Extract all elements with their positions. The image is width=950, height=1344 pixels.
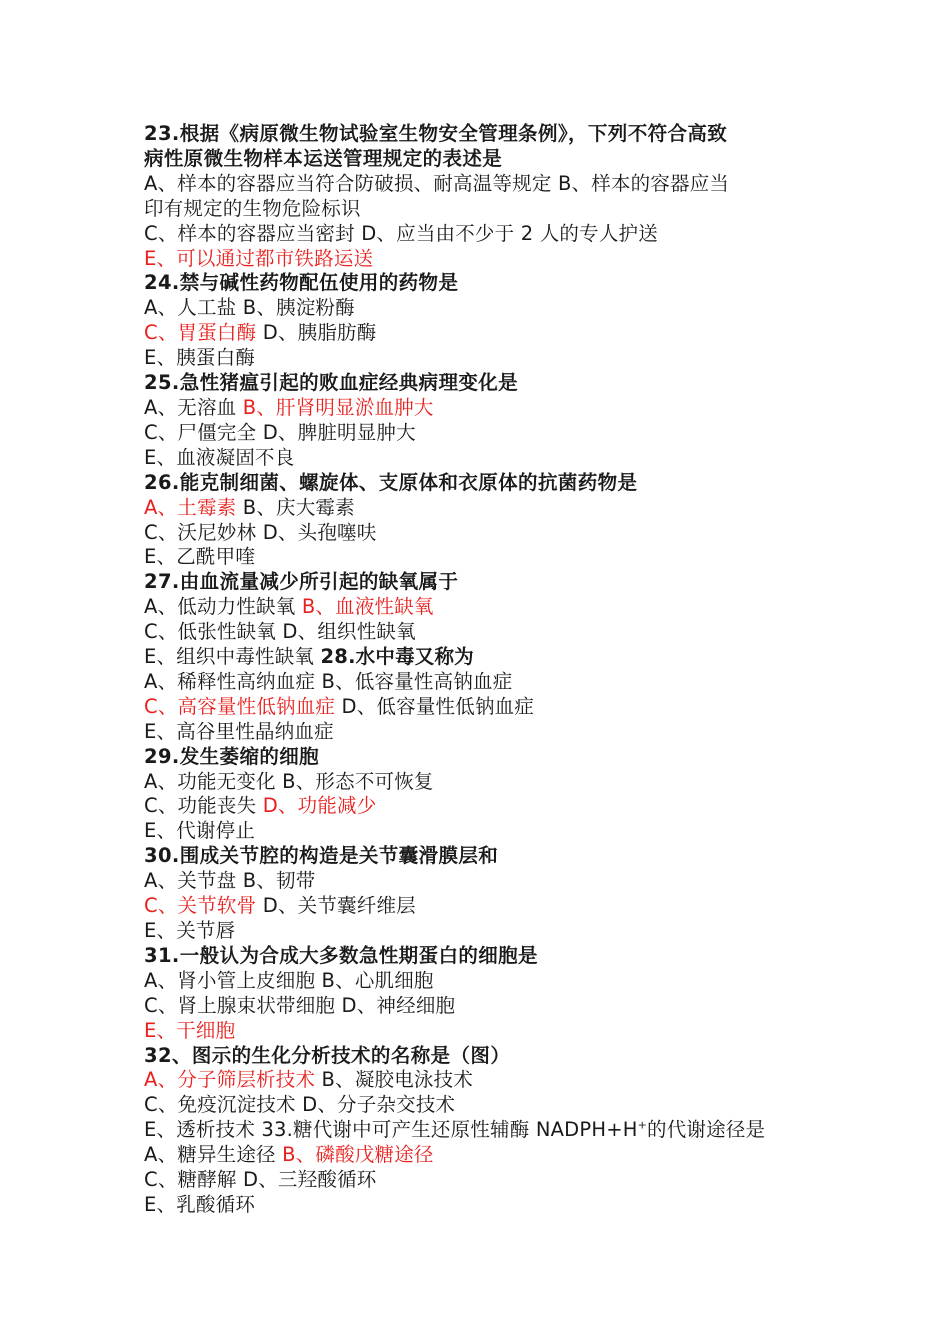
question-26-option-b: B、庆大霉素 — [236, 495, 355, 519]
question-27-option-a: A、低动力性缺氧 — [144, 595, 302, 619]
question-32-stem: 32、图示的生化分析技术的名称是（图） — [144, 1043, 511, 1067]
question-30-stem: 30.围成关节腔的构造是关节囊滑膜层和 — [144, 844, 499, 868]
question-25-options-cd: C、尸僵完全 D、脾脏明显肿大 — [144, 420, 416, 444]
question-27-stem: 27.由血流量减少所引起的缺氧属于 — [144, 570, 459, 594]
question-32-option-b: B、凝胶电泳技术 — [315, 1068, 474, 1092]
question-24-option-d: D、胰脂肪酶 — [256, 321, 377, 345]
question-29-option-e: E、代谢停止 — [144, 819, 256, 843]
question-29-options-ab: A、功能无变化 B、形态不可恢复 — [144, 769, 434, 793]
question-31-answer-e: E、干细胞 — [144, 1018, 236, 1042]
question-30-options-cd — [144, 894, 814, 919]
question-32-answer-a: A、分子筛层析技术 — [144, 1068, 316, 1092]
question-23-stem-line1: 23.根据《病原微生物试验室生物安全管理条例》，下列不符合高致 — [144, 122, 728, 145]
question-23-options-ab: A、样本的容器应当符合防破损、耐高温等规定 B、样本的容器应当 — [144, 171, 730, 195]
question-29-option-c: C、功能丧失 — [144, 794, 263, 818]
question-25-stem: 25.急性猪瘟引起的败血症经典病理变化是 — [144, 371, 519, 395]
question-26-answer-a: A、土霉素 — [144, 495, 237, 519]
question-26-stem: 26.能克制细菌、螺旋体、支原体和衣原体的抗菌药物是 — [144, 470, 638, 494]
document-page — [144, 122, 814, 1218]
question-29-answer-d: D、功能减少 — [262, 794, 377, 818]
question-24-options-ab: A、人工盐 B、胰淀粉酶 — [144, 296, 355, 320]
question-24-option-e: E、胰蛋白酶 — [144, 346, 256, 370]
question-27-answer-b: B、血液性缺氧 — [301, 595, 434, 619]
question-33-stem-main: 33.糖代谢中可产生还原性辅酶 NADPH+H — [261, 1118, 638, 1142]
question-33-stem-superscript: + — [637, 1118, 648, 1132]
question-26-options-cd: C、沃尼妙林 D、头孢噻呋 — [144, 520, 377, 544]
question-26-option-e: E、乙酰甲喹 — [144, 545, 256, 569]
question-28-options-ab: A、稀释性高纳血症 B、低容量性高钠血症 — [144, 669, 513, 693]
question-33-options-ab — [144, 1143, 814, 1168]
question-28-answer-c: C、高容量性低钠血症 — [144, 694, 336, 718]
question-32-options-cd: C、免疫沉淀技术 D、分子杂交技术 — [144, 1093, 456, 1117]
question-30-option-e: E、关节唇 — [144, 919, 236, 942]
question-30-answer-c: C、关节软骨 — [144, 894, 257, 918]
question-33-option-e: E、乳酸循环 — [144, 1192, 256, 1216]
question-25-options-ab — [144, 396, 814, 421]
question-33-answer-b: B、磷酸戊糖途径 — [282, 1143, 434, 1167]
question-32-option-e: E、透析技术 — [144, 1118, 262, 1142]
question-27-options-cd: C、低张性缺氧 D、组织性缺氧 — [144, 620, 416, 644]
question-30-options-ab: A、关节盘 B、韧带 — [144, 869, 316, 893]
question-27-option-e: E、组织中毒性缺氧 — [144, 645, 321, 669]
question-33-option-a: A、糖异生途径 — [144, 1143, 283, 1167]
question-31-options-cd: C、肾上腺束状带细胞 D、神经细胞 — [144, 993, 456, 1017]
question-23-answer-e: E、可以通过都市铁路运送 — [144, 246, 374, 270]
question-24-options-cd — [144, 321, 814, 346]
question-29-options-cd — [144, 794, 814, 819]
question-24-stem: 24.禁与碱性药物配伍使用的药物是 — [144, 271, 459, 295]
question-23-stem-line2: 病性原微生物样本运送管理规定的表述是 — [144, 146, 503, 170]
question-25-option-a: A、无溶血 — [144, 395, 243, 419]
question-32-option-e-and-q33-stem — [144, 1118, 814, 1143]
question-30-option-d: D、关节囊纤维层 — [256, 894, 416, 918]
question-31-options-ab: A、肾小管上皮细胞 B、心肌细胞 — [144, 968, 434, 992]
question-28-options-cd — [144, 695, 814, 720]
question-25-answer-b: B、肝肾明显淤血肿大 — [242, 395, 434, 419]
question-23-options-b-cont: 印有规定的生物危险标识 — [144, 196, 361, 220]
question-28-option-d: D、低容量性低钠血症 — [335, 694, 535, 718]
question-27-option-e-and-q28-stem — [144, 645, 814, 670]
question-33-stem-end: 的代谢途径是 — [647, 1118, 766, 1142]
question-31-stem: 31.一般认为合成大多数急性期蛋白的细胞是 — [144, 943, 538, 967]
question-26-options-ab — [144, 496, 814, 521]
question-23-options-cd: C、样本的容器应当密封 D、应当由不少于 2 人的专人护送 — [144, 221, 658, 245]
question-28-option-e: E、高谷里性晶纳血症 — [144, 719, 334, 743]
question-25-option-e: E、血液凝固不良 — [144, 445, 295, 469]
question-24-answer-c: C、胃蛋白酶 — [144, 321, 257, 345]
question-28-stem: 28.水中毒又称为 — [320, 645, 474, 669]
question-29-stem: 29.发生萎缩的细胞 — [144, 744, 320, 768]
question-33-options-cd: C、糖酵解 D、三羟酸循环 — [144, 1168, 377, 1192]
question-27-options-ab — [144, 595, 814, 620]
question-32-options-ab — [144, 1068, 814, 1093]
